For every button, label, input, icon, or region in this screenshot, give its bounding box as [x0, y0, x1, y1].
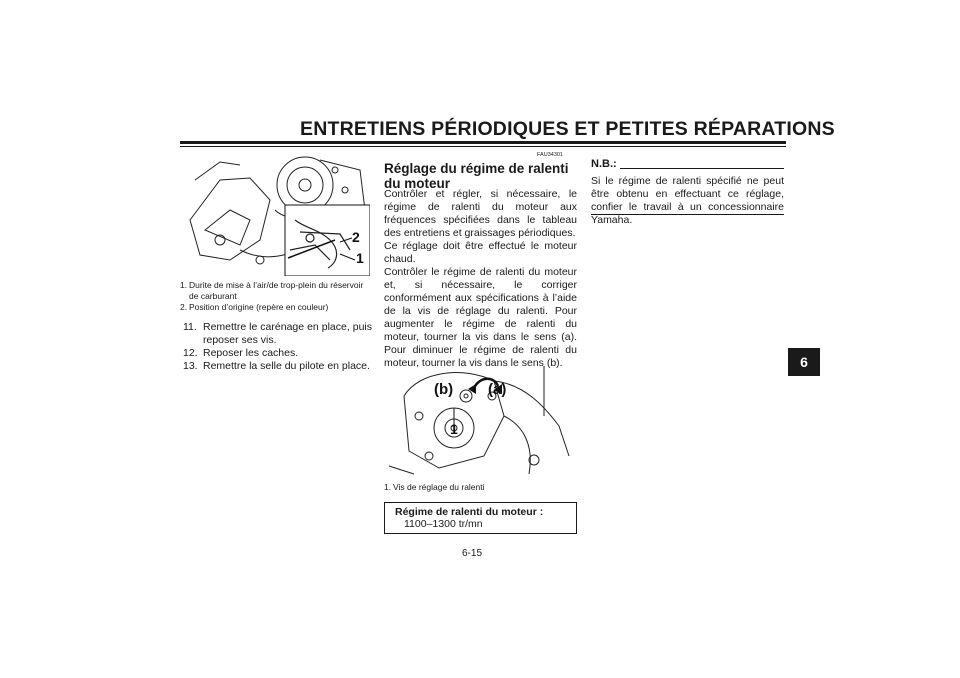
- figure-fuel-breather-hose: [180, 150, 370, 276]
- step-text: Remettre la selle du pilote en place.: [203, 360, 370, 372]
- page-number: 6-15: [462, 548, 483, 559]
- caption-text: Vis de réglage du ralenti: [393, 482, 485, 492]
- step-item: [180, 321, 372, 347]
- caption-number: 2.: [180, 302, 188, 312]
- figure2-callout-1: 1: [450, 421, 458, 437]
- step-number: 13.: [183, 360, 198, 372]
- chapter-tab[interactable]: 6: [788, 348, 820, 376]
- direction-label-b: (b): [434, 381, 454, 398]
- header-rule-thin: [180, 146, 786, 147]
- step-item: [180, 347, 372, 360]
- caption-text: Position d’origine (repère en couleur): [189, 302, 329, 312]
- step-text: Reposer les caches.: [203, 347, 299, 359]
- section-body: [384, 188, 577, 370]
- section-title: Réglage du régime de ralenti du moteur: [384, 161, 569, 191]
- header-rule: [180, 141, 786, 144]
- note-end-rule: [591, 214, 784, 215]
- figure1-captions: [180, 280, 370, 313]
- paragraph: Ce réglage doit être effectué le moteur chaud.: [384, 240, 577, 265]
- paragraph: Contrôler et régler, si nécessaire, le régime de ralenti du moteur aux fréquences spécifiées dans le tableau des entretiens et graissages périodiques.: [384, 188, 577, 239]
- paragraph: Contrôler le régime de ralenti du moteur et, si nécessaire, le corriger conformément aux spécifications à l’aide de la vis de réglage du ralenti. Pour augmenter le régime de ralenti du moteur, tourner la vis dans le sens (a). Pour diminuer le régime de ralenti du moteur, tourner la vis dans le sens (b).: [384, 266, 577, 369]
- note-text: Si le régime de ralenti spécifié ne peut être obtenu en effectuant ce réglage, confier le travail à un concessionnaire Yamaha.: [591, 175, 784, 226]
- step-number: 11.: [183, 321, 197, 333]
- step-number: 12.: [183, 347, 198, 359]
- section-code: FAU34301: [537, 152, 563, 158]
- direction-label-a: (a): [488, 381, 507, 398]
- figure2-caption-item: [384, 482, 580, 493]
- caption-text: Durite de mise à l’air/de trop-plein du réservoir de carburant: [189, 280, 364, 301]
- spec-box: [384, 502, 577, 534]
- figure1-caption: [180, 302, 370, 313]
- procedure-steps: [180, 321, 372, 373]
- figure-idle-screw: [384, 356, 580, 480]
- figure1-callout-1: 1: [356, 250, 364, 266]
- spec-label: Régime de ralenti du moteur :: [395, 506, 544, 518]
- caption-number: 1.: [384, 482, 392, 492]
- caption-number: 1.: [180, 280, 188, 290]
- note-rule: [620, 168, 784, 169]
- spec-value: 1100–1300 tr/mn: [404, 518, 483, 530]
- figure2-caption: [384, 482, 580, 493]
- step-item: [180, 360, 372, 373]
- note-label: N.B.:: [591, 158, 617, 170]
- page-header-title: ENTRETIENS PÉRIODIQUES ET PETITES RÉPARATIONS: [300, 118, 835, 140]
- step-text: Remettre le carénage en place, puis reposer ses vis.: [203, 321, 372, 346]
- figure1-callout-2: 2: [352, 229, 360, 245]
- figure1-caption: [180, 280, 370, 302]
